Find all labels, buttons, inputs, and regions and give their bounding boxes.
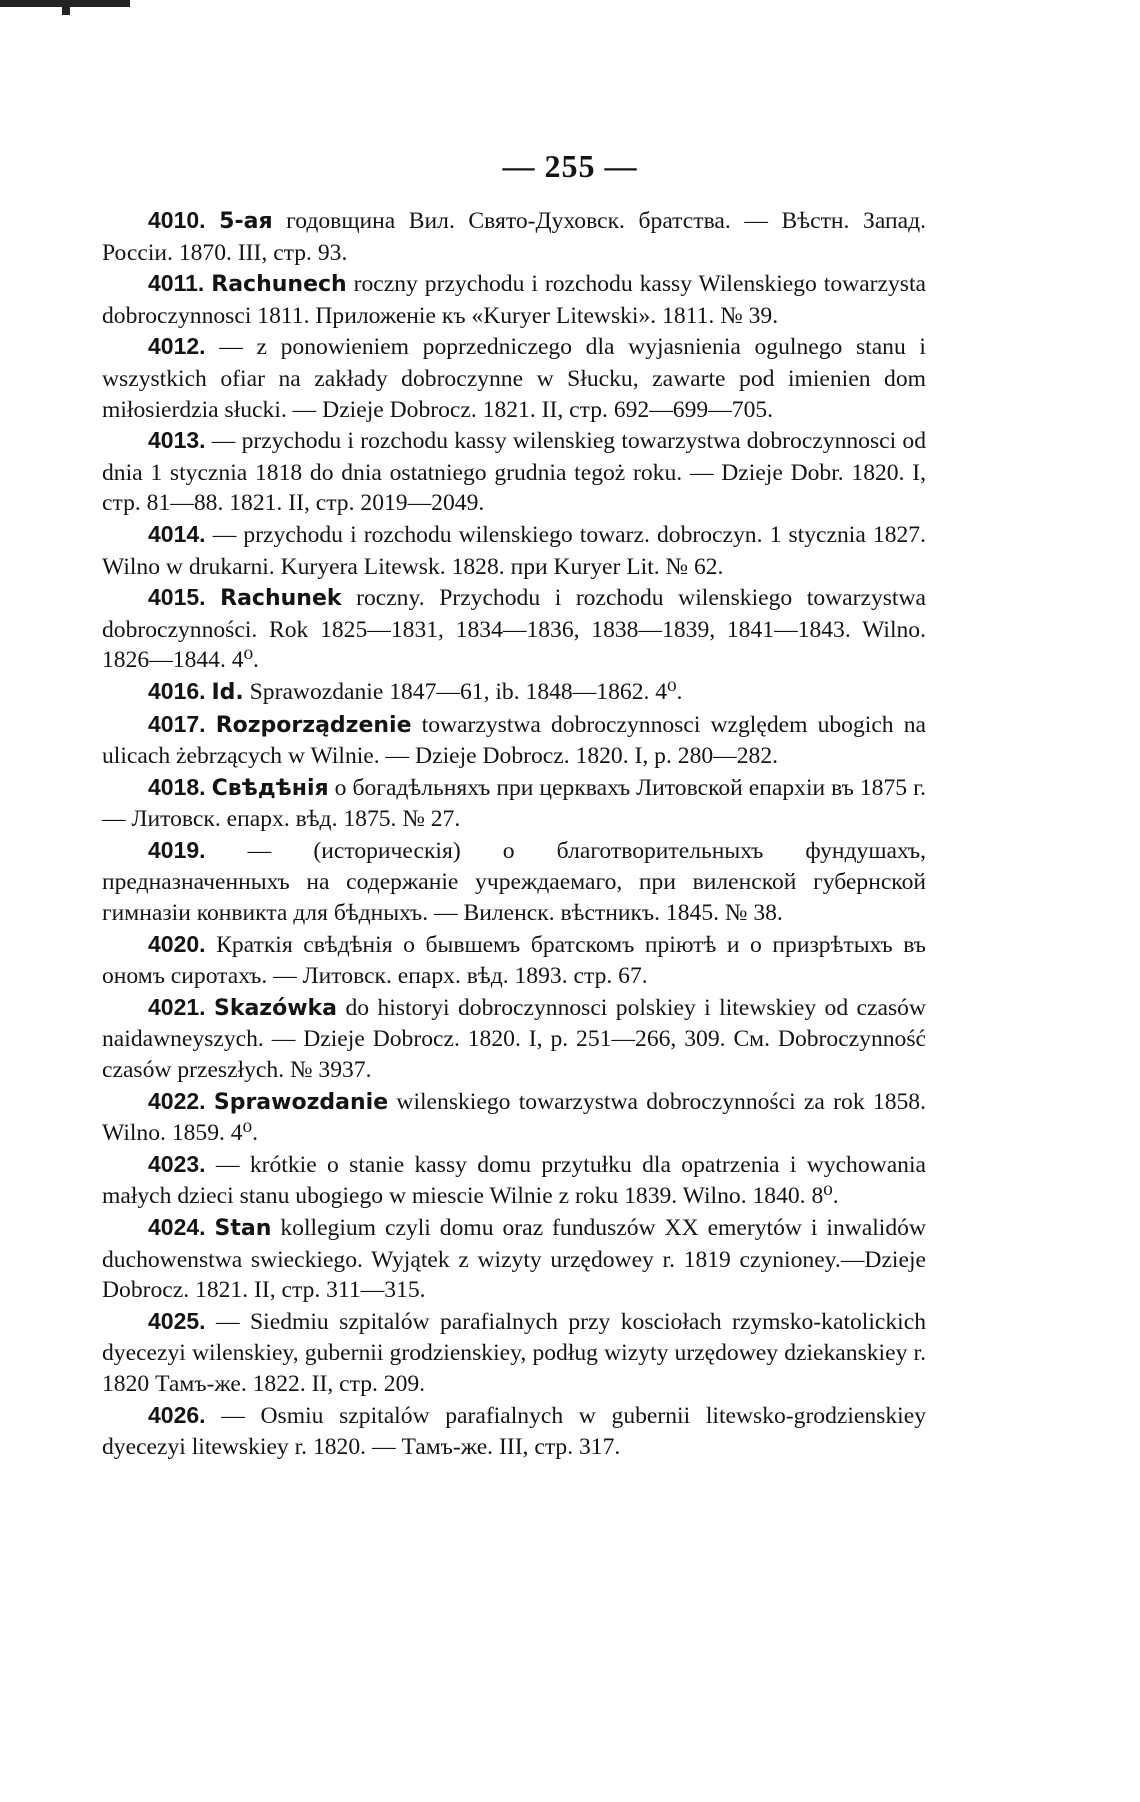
- bibliography-entry: [102, 772, 926, 835]
- entry-text: о богадѣльняхъ при церквахъ Литовской епархіи въ 1875 г. — Литовск. епарх. вѣд. 1875. № 27.: [102, 774, 926, 833]
- bibliography-entry: [102, 835, 926, 929]
- entry-text: — Siedmiu szpitalów parafialnych przy kosciołach rzymsko-katolickich dyecezyi wilenskiey, gubernii grodzienskiey, podług wizyty urzędowey dziekanskiey r. 1820 Тамъ-же. 1822. II, стр. 209.: [102, 1308, 926, 1397]
- entry-text: — z ponowieniem poprzedniczego dla wyjasnienia ogulnego stanu i wszystkich ofiar na zakłady dobroczynne w Słucku, zawarte pod imienien dom miłosierdzia słucki. — Dzieje Dobrocz. 1821. II, стр. 692—699—705.: [102, 334, 926, 423]
- bibliography-entry: [102, 425, 926, 519]
- entry-text: — krótkie o stanie kassy domu przytułku dla opatrzenia i wychowania małych dzieci stanu ubogiego w miescie Wilnie z roku 1839. Wilno. 1840. 8⁰.: [102, 1151, 926, 1210]
- entry-keyword: Id.: [211, 679, 244, 705]
- scan-edge-mark: [62, 7, 70, 15]
- entry-text: — Osmiu szpitalów parafialnych w gubernii litewsko-grodzienskiey dyecezyi litewskiey r. 1820. — Тамъ-же. III, стр. 317.: [102, 1402, 926, 1461]
- entry-number: 4021.: [148, 993, 206, 1020]
- entry-number: 4018.: [148, 773, 206, 800]
- entry-number: 4024.: [148, 1214, 206, 1240]
- entry-number: 4020.: [148, 930, 206, 957]
- entry-text: do historyi dobroczynnosci polskiey i litewskiey od czasów naidawneyszych. — Dzieje Dobrocz. 1820. I, p. 251—266, 309. См. Dobroczynność czasów przeszłych. № 3937.: [102, 994, 926, 1084]
- entry-number: 4022.: [148, 1087, 206, 1114]
- entry-number: 4015.: [148, 584, 206, 611]
- entry-text: — przychodu i rozchodu wilenskiego towarz. dobroczyn. 1 stycznia 1827. Wilno w drukarni. Kuryera Litewsk. 1828. при Kuryer Lit. № 62.: [102, 521, 927, 580]
- bibliography-entry: [102, 1086, 926, 1149]
- bibliography-entry: [102, 1306, 926, 1400]
- entry-text: — przychodu i rozchodu kassy wilenskieg towarzystwa dobroczynnosci od dnia 1 stycznia 1818 do dnia ostatniego grudnia tegoż roku. — Dzieje Dobr. 1820. I, стр. 81—88. 1821. II, стр. 2019—2049.: [102, 428, 926, 517]
- entry-text: towarzystwa dobroczynnosci względem ubogich na ulicach żebrzących w Wilnie. — Dzieje Dobrocz. 1820. I, p. 280—282.: [102, 711, 926, 770]
- entry-number: 4023.: [148, 1150, 206, 1177]
- entry-text: — (историческія) о благотворительныхъ фундушахъ, предназначенныхъ на содержаніе учреждаемаго, при виленской губернской гимназіи конвикта для бѣдныхъ. — Виленск. вѣстникъ. 1845. № 38.: [102, 837, 926, 927]
- bibliography-entry: [102, 331, 926, 425]
- entry-keyword: Sprawozdanie: [213, 1089, 389, 1115]
- bibliography-entry: [102, 268, 926, 331]
- entry-keyword: Rachuneсh: [211, 272, 347, 298]
- entry-number: 4010.: [148, 207, 206, 233]
- entry-text: Краткія свѣдѣнія о бывшемъ братскомъ пріютѣ и о призрѣтыхъ въ ономъ сиротахъ. — Литовск. епарх. вѣд. 1893. стр. 67.: [102, 931, 926, 990]
- bibliography-entry: [102, 519, 926, 582]
- entry-number: 4013.: [148, 427, 206, 454]
- bibliography-entry: [102, 929, 926, 992]
- bibliography-entry: [102, 1400, 926, 1463]
- entry-number: 4017.: [148, 710, 206, 737]
- bibliography-entry: [102, 676, 926, 709]
- bibliography-entry: [102, 582, 926, 676]
- entry-keyword: Stan: [214, 1216, 272, 1241]
- entry-number: 4019.: [148, 836, 206, 863]
- entry-number: 4014.: [148, 520, 206, 547]
- bibliography-entry: [102, 992, 926, 1086]
- entry-text: wilenskiego towarzystwa dobroczynności za rok 1858. Wilno. 1859. 4⁰.: [102, 1088, 926, 1147]
- entry-text: kollegium czyli domu oraz funduszów XX emerytów i inwalidów duchowenstwa swieckiego. Wyjątek z wizyty urzędowey r. 1819 czynioney.—Dzieje Dobrocz. 1821. II, стр. 311—315.: [102, 1215, 926, 1304]
- entry-number: 4025.: [148, 1307, 206, 1334]
- entry-number: 4016.: [148, 677, 206, 704]
- scan-edge-mark: [0, 0, 130, 7]
- bibliography-entry: [102, 205, 926, 268]
- bibliography-entry: [102, 1149, 926, 1212]
- entry-text: годовщина Вил. Свято-Духовск. братства. — Вѣстн. Запад. Россіи. 1870. III, стр. 93.: [102, 208, 926, 266]
- entry-number: 4026.: [148, 1401, 206, 1428]
- entry-keyword: Skazówka: [213, 995, 338, 1021]
- entry-keyword: Свѣдѣнія: [211, 775, 329, 801]
- entry-keyword: Rachunek: [220, 586, 342, 612]
- page-number: — 255 —: [502, 148, 638, 184]
- bibliography-entry: [102, 1212, 926, 1306]
- bibliography-entry: [102, 709, 926, 772]
- entry-text: Sprawozdanie 1847—61, ib. 1848—1862. 4⁰.: [243, 678, 683, 705]
- bibliography-entries: [102, 205, 926, 1463]
- entry-text: roczny przychodu i rozchodu kassy Wilenskiego towarzysta dobroczynnosci 1811. Приложеніе къ «Kuryer Litewski». 1811. № 39.: [102, 271, 927, 329]
- entry-text: roczny. Przychodu i rozchodu wilenskiego towarzystwa dobroczynności. Rok 1825—1831, 1834—1836, 1838—1839, 1841—1843. Wilno. 1826—1844. 4⁰.: [102, 585, 926, 674]
- entry-number: 4012.: [148, 333, 206, 360]
- entry-keyword: Rozporządzenie: [215, 712, 412, 738]
- entry-number: 4011.: [148, 270, 205, 297]
- entry-keyword: 5-ая: [219, 209, 273, 234]
